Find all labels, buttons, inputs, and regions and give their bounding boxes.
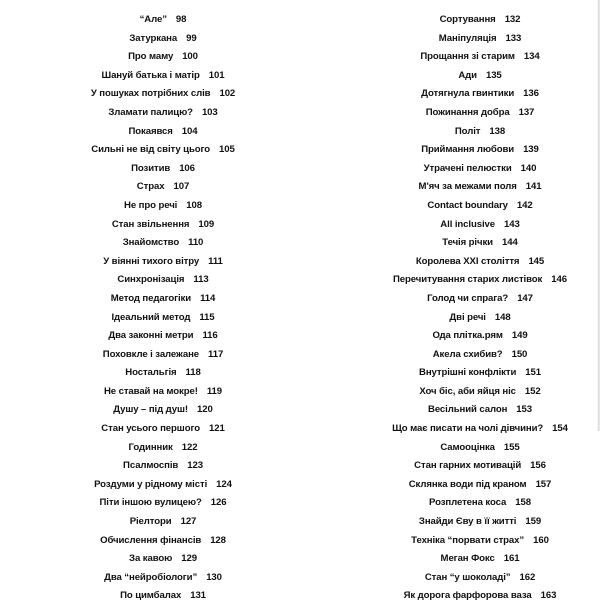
toc-entry-title: Стан усього першого xyxy=(101,423,200,435)
toc-entry xyxy=(411,532,549,551)
toc-entry-title: Про маму xyxy=(128,51,174,63)
toc-entry-page-number: 142 xyxy=(516,199,533,211)
toc-entry xyxy=(439,30,521,49)
toc-column-left xyxy=(88,11,238,606)
toc-entry-title: Душу – під душ! xyxy=(113,404,189,416)
toc-entry-title: Не ставай на мокре! xyxy=(103,385,198,397)
toc-entry xyxy=(433,346,528,365)
toc-entry-title: Меган Фокс xyxy=(440,553,495,565)
toc-entry-title: Страх xyxy=(136,181,165,193)
toc-entry-page-number: 145 xyxy=(528,255,545,267)
toc-entry-title: Політ xyxy=(454,125,481,137)
toc-entry-page-number: 104 xyxy=(181,125,198,137)
toc-entry-page-number: 161 xyxy=(503,553,520,565)
toc-entry-title: Весільний салон xyxy=(427,404,508,416)
toc-entry-page-number: 130 xyxy=(206,571,222,583)
toc-entry-title: Затуркана xyxy=(129,32,178,44)
toc-entry xyxy=(91,85,235,104)
toc-entry-title: Пожинання добра xyxy=(425,106,510,118)
toc-entry xyxy=(425,569,535,588)
toc-entry xyxy=(429,494,531,513)
toc-entry-page-number: 157 xyxy=(535,478,552,490)
toc-entry xyxy=(129,550,197,569)
toc-entry xyxy=(421,85,539,104)
toc-entry-title: Роздуми у рідному місті xyxy=(94,478,208,490)
toc-entry-page-number: 99 xyxy=(186,32,197,44)
toc-entry xyxy=(128,48,198,67)
toc-entry-title: Шануй батька і матір xyxy=(101,69,200,81)
toc-entry-title: Течія річки xyxy=(442,237,493,249)
toc-entry-title: Два законні метри xyxy=(108,330,194,342)
toc-entry-title: Що має писати на чолі дівчини? xyxy=(392,423,544,435)
toc-entry-page-number: 138 xyxy=(489,125,506,137)
toc-entry xyxy=(128,123,197,142)
toc-entry xyxy=(420,48,539,67)
toc-entry-title: Голод чи спрага? xyxy=(427,292,509,304)
toc-entry-page-number: 147 xyxy=(517,292,533,304)
toc-entry xyxy=(108,104,217,123)
toc-entry-title: Стан звільнення xyxy=(111,218,190,230)
toc-entry xyxy=(419,178,542,197)
toc-entry-page-number: 148 xyxy=(494,311,511,323)
toc-entry-page-number: 123 xyxy=(187,460,203,472)
toc-entry-title: Contact boundary xyxy=(427,199,508,211)
toc-entry-title: Перечитування старих листівок xyxy=(393,274,543,286)
toc-entry xyxy=(441,550,520,569)
toc-entry xyxy=(102,67,225,86)
toc-entry-page-number: 116 xyxy=(202,330,218,342)
toc-entry xyxy=(392,420,568,439)
toc-entry-page-number: 143 xyxy=(503,218,520,230)
toc-entry-page-number: 154 xyxy=(552,423,568,435)
toc-entry xyxy=(125,364,200,383)
toc-entry xyxy=(123,234,204,253)
toc-entry xyxy=(416,253,544,272)
toc-entry xyxy=(100,494,227,513)
toc-entry-page-number: 146 xyxy=(551,274,567,286)
toc-entry-page-number: 152 xyxy=(524,385,541,397)
toc-entry xyxy=(458,67,501,86)
toc-entry-title: Дві речі xyxy=(449,311,486,323)
toc-entry xyxy=(419,364,541,383)
toc-entry-title: Не про речі xyxy=(124,199,178,211)
right-page xyxy=(300,0,600,602)
toc-entry-page-number: 128 xyxy=(210,534,226,546)
toc-entry xyxy=(440,439,519,458)
toc-entry xyxy=(455,123,505,142)
toc-entry xyxy=(421,141,539,160)
toc-entry-page-number: 127 xyxy=(180,516,197,528)
toc-entry xyxy=(104,383,222,402)
toc-entry-page-number: 160 xyxy=(533,534,549,546)
toc-entry-page-number: 98 xyxy=(175,14,187,25)
toc-entry xyxy=(140,11,187,30)
toc-entry xyxy=(117,271,208,290)
toc-entry xyxy=(111,309,214,328)
left-page xyxy=(0,0,300,602)
toc-entry xyxy=(440,11,521,30)
toc-entry-page-number: 131 xyxy=(190,590,206,602)
toc-entry-page-number: 113 xyxy=(193,274,209,286)
toc-entry xyxy=(91,141,235,160)
toc-entry-title: Прощання зі старим xyxy=(420,51,515,63)
toc-entry-title: Розплетена коса xyxy=(429,497,507,509)
toc-entry-title: Акела схибив? xyxy=(432,348,503,360)
toc-entry-title: Маніпуляція xyxy=(438,32,497,44)
toc-entry-title: Ода плітка.рям xyxy=(432,330,503,342)
toc-entry xyxy=(409,476,552,495)
toc-entry-page-number: 155 xyxy=(503,441,520,453)
toc-entry-page-number: 119 xyxy=(206,385,223,397)
toc-entry-page-number: 158 xyxy=(515,497,531,509)
toc-entry-title: Дотягнула гвинтики xyxy=(421,88,515,100)
toc-entry-title: Сортування xyxy=(439,14,496,25)
toc-entry-page-number: 102 xyxy=(219,88,236,100)
toc-entry xyxy=(103,346,223,365)
toc-entry xyxy=(111,290,216,309)
toc-entry xyxy=(113,401,212,420)
toc-entry-page-number: 137 xyxy=(518,106,535,118)
toc-entry-title: Ади xyxy=(458,69,477,81)
toc-entry xyxy=(432,327,527,346)
toc-entry-page-number: 101 xyxy=(208,69,225,81)
toc-entry-page-number: 140 xyxy=(520,162,537,174)
toc-entry xyxy=(419,383,540,402)
toc-entry-title: Ідеальний метод xyxy=(111,311,191,323)
toc-entry xyxy=(120,587,206,606)
toc-entry-page-number: 153 xyxy=(516,404,533,416)
toc-entry xyxy=(129,30,196,49)
toc-entry xyxy=(419,513,541,532)
toc-entry-title: Внутрішні конфлікти xyxy=(419,367,517,379)
toc-entry xyxy=(112,216,214,235)
toc-entry-title: Піти іншою вулицею? xyxy=(99,497,202,509)
toc-entry-page-number: 144 xyxy=(501,237,518,249)
toc-entry-page-number: 118 xyxy=(185,367,201,379)
toc-entry xyxy=(426,104,535,123)
toc-entry-title: У віянні тихого вітру xyxy=(103,255,200,267)
toc-entry-title: М'яч за межами поля xyxy=(418,181,517,193)
toc-entry-page-number: 114 xyxy=(200,292,216,304)
toc-entry-title: По цимбалах xyxy=(120,590,182,602)
toc-entry-page-number: 106 xyxy=(179,162,195,174)
toc-entry-page-number: 132 xyxy=(504,14,521,25)
toc-entry xyxy=(404,587,557,606)
toc-entry-title: Склянка води під краном xyxy=(408,478,527,490)
toc-entry-page-number: 108 xyxy=(186,199,202,211)
toc-entry-page-number: 159 xyxy=(525,516,542,528)
toc-entry-page-number: 151 xyxy=(525,367,541,379)
toc-entry xyxy=(428,401,532,420)
toc-entry-title: За кавою xyxy=(129,553,173,565)
toc-entry-page-number: 122 xyxy=(181,441,198,453)
toc-entry xyxy=(442,234,517,253)
toc-entry-page-number: 124 xyxy=(216,478,232,490)
toc-entry-page-number: 141 xyxy=(525,181,542,193)
toc-entry-title: Два “нейробіологи” xyxy=(104,571,198,583)
toc-entry-page-number: 150 xyxy=(511,348,528,360)
toc-entry xyxy=(427,290,533,309)
toc-entry-title: Поховкле і залежане xyxy=(102,348,200,360)
toc-entry-page-number: 139 xyxy=(523,144,539,156)
toc-entry-page-number: 134 xyxy=(523,51,540,63)
toc-entry xyxy=(104,569,222,588)
toc-entry-title: All inclusive xyxy=(440,218,495,230)
toc-entry-page-number: 109 xyxy=(198,218,215,230)
toc-entry-title: Зламати палицю? xyxy=(108,106,193,118)
toc-entry xyxy=(101,420,224,439)
toc-entry xyxy=(130,513,197,532)
toc-entry xyxy=(424,160,537,179)
toc-entry-title: Стан гарних мотивацій xyxy=(414,460,522,472)
toc-entry xyxy=(131,160,195,179)
toc-entry xyxy=(123,457,203,476)
toc-entry-page-number: 136 xyxy=(523,88,539,100)
toc-entry xyxy=(124,197,202,216)
toc-entry xyxy=(449,309,510,328)
toc-entry-title: Обчислення фінансів xyxy=(100,534,202,546)
toc-entry-title: Хоч біс, аби яйця ніс xyxy=(419,385,516,397)
toc-entry-title: Знайомство xyxy=(122,237,180,249)
toc-entry-title: Позитив xyxy=(131,162,171,174)
toc-entry-page-number: 117 xyxy=(208,348,224,360)
toc-entry-page-number: 149 xyxy=(511,330,528,342)
toc-entry-title: Синхронізація xyxy=(117,274,185,286)
toc-entry-title: Годинник xyxy=(128,441,173,453)
toc-entry-page-number: 107 xyxy=(173,181,190,193)
toc-entry-title: Сильні не від світу цього xyxy=(91,144,211,156)
toc-entry-page-number: 103 xyxy=(201,106,218,118)
toc-entry-page-number: 120 xyxy=(197,404,213,416)
toc-entry-title: Ріелтори xyxy=(129,516,172,528)
toc-entry-page-number: 156 xyxy=(530,460,546,472)
toc-entry xyxy=(137,178,189,197)
toc-entry-page-number: 105 xyxy=(219,144,235,156)
toc-entry-page-number: 135 xyxy=(485,69,502,81)
toc-entry xyxy=(393,271,567,290)
toc-entry xyxy=(103,253,223,272)
toc-entry-title: Як дорога фарфорова ваза xyxy=(403,590,532,602)
toc-entry-title: Техніка “порвати страх” xyxy=(411,534,525,546)
toc-entry-title: Знайди Єву в її житті xyxy=(418,516,517,528)
toc-entry-page-number: 115 xyxy=(199,311,215,323)
toc-entry-page-number: 133 xyxy=(505,32,522,44)
toc-entry xyxy=(427,197,532,216)
toc-entry-page-number: 126 xyxy=(210,497,227,509)
toc-entry-title: Метод педагогіки xyxy=(110,292,192,304)
toc-entry xyxy=(414,457,546,476)
toc-entry xyxy=(440,216,519,235)
toc-entry-title: Ностальгія xyxy=(125,367,177,379)
toc-entry-title: Псалмоспів xyxy=(123,460,179,472)
toc-entry-page-number: 163 xyxy=(540,590,557,602)
toc-entry xyxy=(129,439,198,458)
toc-entry-title: У пошуках потрібних слів xyxy=(90,88,211,100)
toc-entry-page-number: 121 xyxy=(208,423,225,435)
toc-entry xyxy=(94,476,232,495)
toc-entry-page-number: 100 xyxy=(182,51,198,63)
toc-entry-title: Приймання любови xyxy=(421,144,515,156)
toc-entry xyxy=(108,327,217,346)
toc-entry-page-number: 111 xyxy=(208,255,223,267)
toc-entry-page-number: 129 xyxy=(181,553,197,565)
toc-entry xyxy=(100,532,226,551)
toc-entry-title: Покаявся xyxy=(128,125,173,137)
toc-column-right xyxy=(380,11,580,606)
toc-entry-title: Утрачені пелюстки xyxy=(423,162,512,174)
toc-entry-page-number: 162 xyxy=(519,571,536,583)
toc-entry-title: Стан “у шоколаді” xyxy=(424,571,511,583)
toc-entry-page-number: 110 xyxy=(188,237,204,249)
toc-entry-title: “Але” xyxy=(139,14,167,25)
toc-entry-title: Самооцінка xyxy=(440,441,495,453)
toc-entry-title: Королева XXI століття xyxy=(415,255,520,267)
